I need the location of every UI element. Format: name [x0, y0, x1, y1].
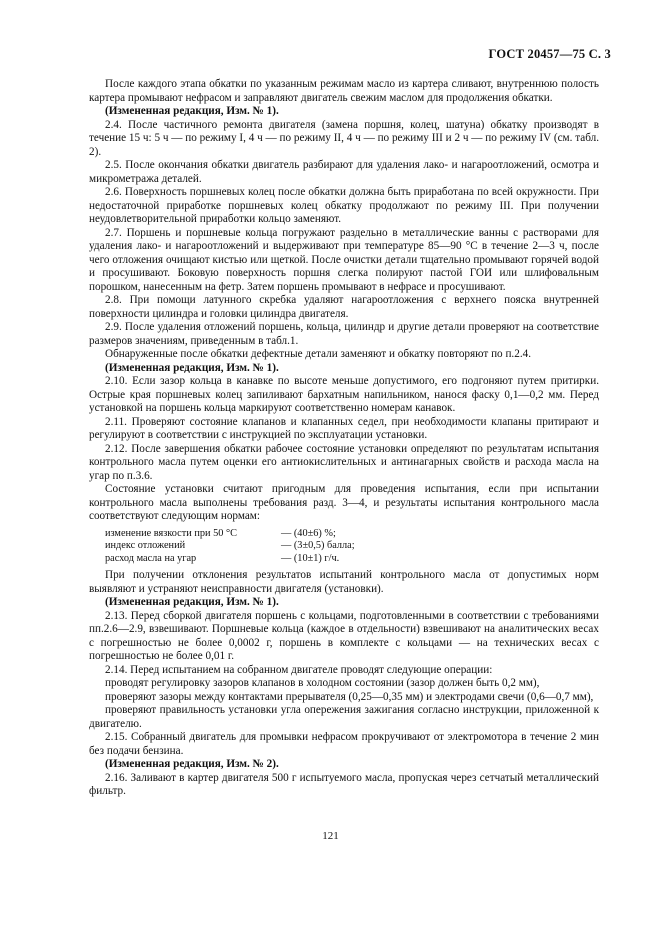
paragraph: Обнаруженные после обкатки дефектные детали заменяют и обкатку повторяют по п.2.4. [105, 348, 532, 360]
paragraph: При получении отклонения результатов испытаний контрольного масла от допустимых норм выявляют и устраняют неисправности двигателя (установки). [89, 569, 599, 595]
paragraph: 2.14. Перед испытанием на собранном двигателе проводят следующие операции: [105, 663, 493, 676]
page-header: ГОСТ 20457—75 С. 3 [488, 47, 611, 61]
norm-label: изменение вязкости при 50 °С [105, 527, 237, 539]
paragraph-block-2 [89, 569, 599, 799]
body-text [89, 78, 599, 799]
paragraph: 2.7. Поршень и поршневые кольца погружают раздельно в металлические ванны с растворами для удаления лако- и нагароотложений и выдерживают при температуре 85—90 °С в течение 2—3 ч, после чего отложения очищают кистью или щеткой. После очистки детали тщательно промывают горячей водой и просушивают. Боковую поверхность поршня слегка полируют пастой ГОИ или шлифовальным порошком, нанесенным на фетр. Затем поршень промывают в нефрасе и просушивают. [89, 226, 599, 293]
paragraph: проводят регулировку зазоров клапанов в холодном состоянии (зазор должен быть 0,2 мм), [105, 677, 540, 689]
paragraph: 2.12. После завершения обкатки рабочее состояние установки определяют по результатам испытания контрольного масла путем оценки его антиокислительных и антинагарных свойств и расхода масла на угар по п.3.6. [89, 442, 599, 482]
norm-value: — (40±6) %; [281, 527, 336, 539]
norms-table [105, 528, 599, 566]
paragraph: 2.10. Если зазор кольца в канавке по высоте меньше допустимого, его подгоняют путем притирки. Острые края поршневых колец запиливают бархатным напильником, нанося фаску 0,1—0,2 мм. Перед установкой на поршень кольца маркируют соответственно номерам канавок. [89, 375, 599, 414]
paragraph: 2.15. Собранный двигатель для промывки нефрасом прокручивают от электромотора в течение 2 мин без подачи бензина. [89, 731, 599, 757]
norm-label: расход масла на угар [105, 552, 197, 564]
paragraph: 2.11. Проверяют состояние клапанов и клапанных седел, при необходимости клапаны притирают и регулируют в соответствии с инструкцией по эксплуатации установки. [89, 415, 599, 441]
paragraph-block-1 [89, 78, 599, 524]
norm-row [105, 540, 599, 553]
paragraph: проверяют зазоры между контактами прерывателя (0,25—0,35 мм) и электродами свечи (0,6—0,7 мм), [105, 690, 594, 703]
paragraph: 2.13. Перед сборкой двигателя поршень с кольцами, подготовленными в соответствии с требованиями пп.2.6—2.9, взвешивают. Поршневые кольца (каждое в отдельности) взвешивают на аналитических весах с погрешностью не более 0,0002 г, поршень в комплекте с кольцами — на технических весах с погрешностью не более 0,01 г. [89, 609, 599, 662]
amendment-note: (Измененная редакция, Изм. № 1). [105, 105, 279, 117]
norm-row [105, 528, 599, 541]
amendment-note: (Измененная редакция, Изм. № 1). [105, 361, 279, 374]
paragraph: 2.6. Поверхность поршневых колец после обкатки должна быть приработана по всей окружности. При недостаточной приработке поршневых колец обкатку продолжают по режиму III. При получении неудовлетворительной приработки кольцо заменяют. [89, 186, 599, 225]
paragraph: После каждого этапа обкатки по указанным режимам масло из картера сливают, внутреннюю полость картера промывают нефрасом и заправляют двигатель свежим маслом для продолжения обкатки. [89, 78, 599, 104]
amendment-note: (Измененная редакция, Изм. № 2). [105, 758, 279, 770]
norm-value: — (10±1) г/ч. [281, 552, 340, 564]
paragraph: 2.9. После удаления отложений поршень, кольца, цилиндр и другие детали проверяют на соответствие размеров значениям, приведенным в табл.1. [89, 321, 599, 347]
paragraph: 2.8. При помощи латунного скребка удаляют нагароотложения с верхнего пояска внутренней поверхности цилиндра и головки цилиндра двигателя. [89, 294, 599, 320]
paragraph: 2.16. Заливают в картер двигателя 500 г испытуемого масла, пропуская через сетчатый металлический фильтр. [89, 771, 599, 797]
paragraph: 2.5. После окончания обкатки двигатель разбирают для удаления лако- и нагароотложений, осмотра и микрометража деталей. [89, 159, 599, 185]
amendment-note: (Измененная редакция, Изм. № 1). [105, 596, 279, 608]
paragraph: 2.4. После частичного ремонта двигателя (замена поршня, колец, шатуна) обкатку производят в течение 15 ч: 5 ч — по режиму I, 4 ч — по режиму II, 4 ч — по режиму III и 2 ч — по режиму IV (см. табл. 2). [89, 118, 599, 158]
paragraph: Состояние установки считают пригодным для проведения испытания, если при испытании контрольного масла выполнены требования разд. 3—4, и результаты испытания контрольного масла соответствуют следующим нормам: [89, 483, 599, 522]
norm-value: — (3±0,5) балла; [281, 540, 355, 551]
norm-label: индекс отложений [105, 540, 186, 551]
norm-row [105, 553, 599, 566]
page-number: 121 [322, 830, 339, 842]
paragraph: проверяют правильность установки угла опережения зажигания согласно инструкции, приложенной к двигателю. [89, 704, 599, 730]
